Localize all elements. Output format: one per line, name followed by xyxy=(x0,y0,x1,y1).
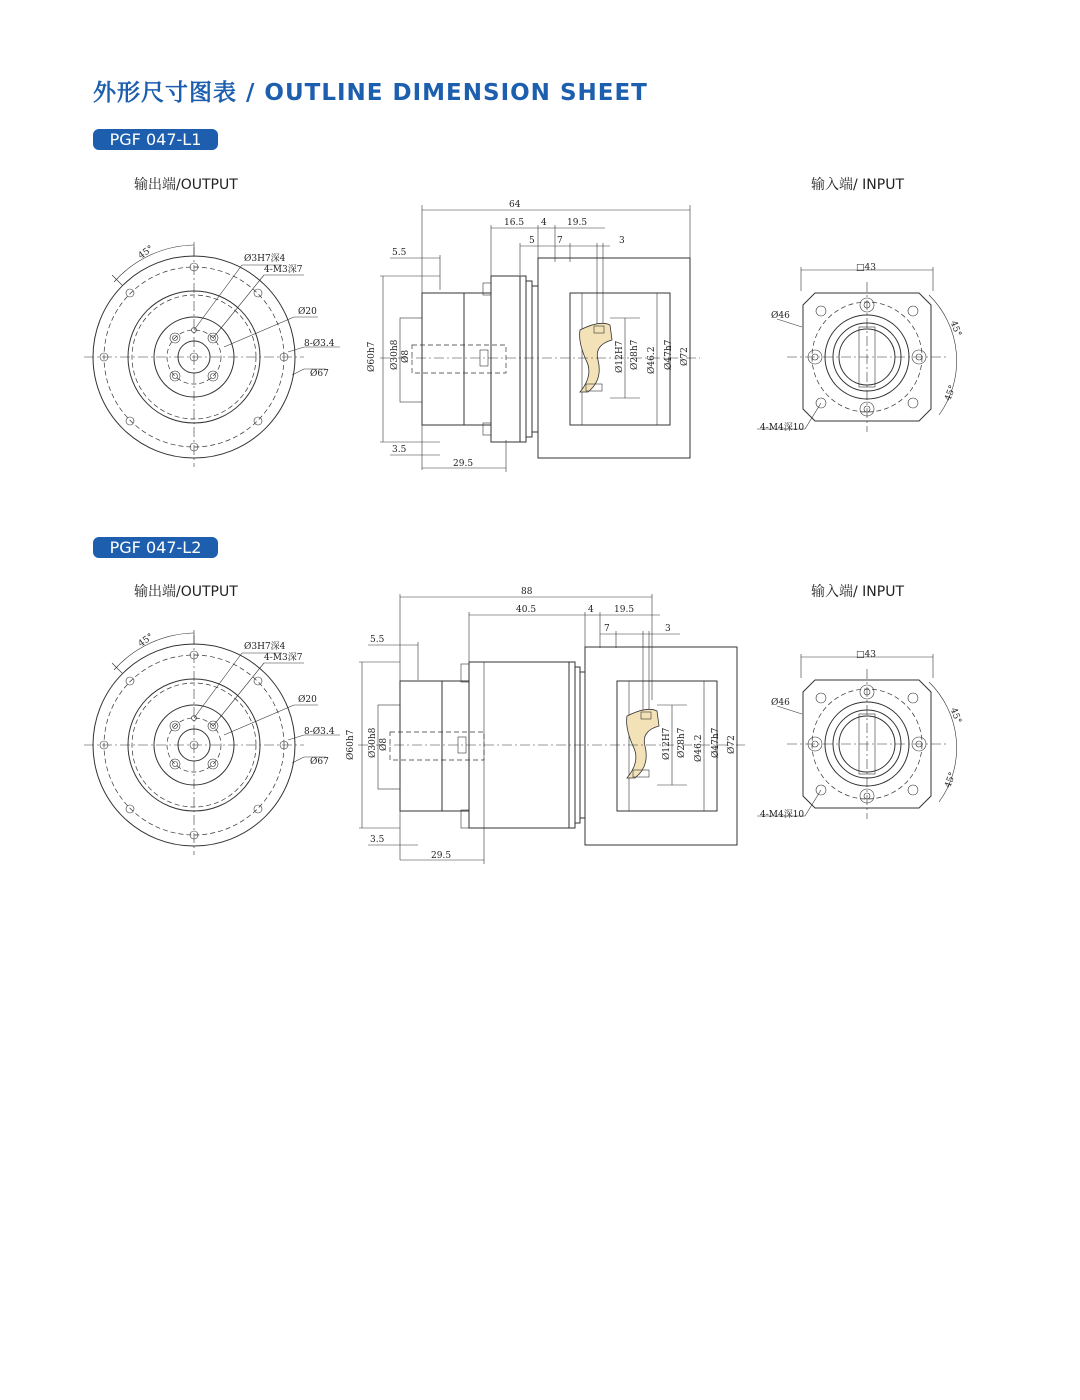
svg-text:7: 7 xyxy=(604,624,610,634)
svg-text:Ø67: Ø67 xyxy=(310,757,329,767)
svg-text:Ø12H7: Ø12H7 xyxy=(615,340,625,373)
svg-text:Ø46.2: Ø46.2 xyxy=(647,346,657,374)
svg-text:45°: 45° xyxy=(947,319,963,339)
svg-text:5.5: 5.5 xyxy=(370,635,385,645)
svg-text:Ø28h7: Ø28h7 xyxy=(630,339,640,370)
svg-text:45°: 45° xyxy=(136,632,156,650)
svg-text:3.5: 3.5 xyxy=(370,835,385,845)
svg-text:Ø46: Ø46 xyxy=(771,698,790,708)
svg-text:□43: □43 xyxy=(856,650,876,660)
svg-text:45°: 45° xyxy=(947,706,963,726)
svg-text:Ø47h7: Ø47h7 xyxy=(664,339,674,370)
svg-text:4-M4深10: 4-M4深10 xyxy=(760,810,805,820)
svg-text:29.5: 29.5 xyxy=(431,851,452,861)
svg-text:8-Ø3.4: 8-Ø3.4 xyxy=(304,727,335,737)
output-label-l1: 输出端/OUTPUT xyxy=(134,177,238,193)
svg-text:3.5: 3.5 xyxy=(392,445,407,455)
svg-text:Ø60h7: Ø60h7 xyxy=(367,341,377,372)
svg-text:40.5: 40.5 xyxy=(516,605,537,615)
svg-text:Ø30h8: Ø30h8 xyxy=(368,727,378,758)
dim-holes8: 8-Ø3.4 xyxy=(304,339,335,349)
svg-text:45°: 45° xyxy=(943,384,959,403)
dim-d20: Ø20 xyxy=(298,307,317,317)
svg-text:88: 88 xyxy=(521,587,533,597)
svg-text:Ø47h7: Ø47h7 xyxy=(711,727,721,758)
svg-text:Ø60h7: Ø60h7 xyxy=(346,729,356,760)
svg-text:Ø30h8: Ø30h8 xyxy=(390,339,400,370)
svg-text:4: 4 xyxy=(541,218,547,228)
svg-text:29.5: 29.5 xyxy=(453,459,474,469)
svg-text:□43: □43 xyxy=(856,263,876,273)
svg-text:5: 5 xyxy=(529,236,535,246)
svg-text:45°: 45° xyxy=(943,771,959,790)
model-badge-l2: PGF 047-L2 xyxy=(93,537,218,558)
svg-text:5.5: 5.5 xyxy=(392,248,407,258)
input-label-l2: 输入端/ INPUT xyxy=(811,584,905,600)
svg-text:Ø20: Ø20 xyxy=(298,695,317,705)
svg-text:Ø8: Ø8 xyxy=(379,737,389,751)
dim-angle: 45° xyxy=(136,244,156,262)
svg-text:Ø12H7: Ø12H7 xyxy=(662,727,672,760)
input-label-l1: 输入端/ INPUT xyxy=(811,177,905,193)
dim-d67: Ø67 xyxy=(310,369,329,379)
svg-text:64: 64 xyxy=(509,200,521,210)
dim-hole2: 4-M3深7 xyxy=(264,265,303,275)
svg-text:4-M4深10: 4-M4深10 xyxy=(760,423,805,433)
svg-text:3: 3 xyxy=(665,624,671,634)
svg-text:Ø28h7: Ø28h7 xyxy=(677,727,687,758)
svg-text:7: 7 xyxy=(557,236,563,246)
svg-text:3: 3 xyxy=(619,236,625,246)
output-label-l2: 输出端/OUTPUT xyxy=(134,584,238,600)
svg-text:4: 4 xyxy=(588,605,594,615)
svg-text:Ø8: Ø8 xyxy=(401,349,411,363)
svg-text:Ø72: Ø72 xyxy=(727,735,737,754)
page-title: 外形尺寸图表 / OUTLINE DIMENSION SHEET xyxy=(93,80,648,106)
svg-text:4-M3深7: 4-M3深7 xyxy=(264,653,303,663)
svg-text:Ø46.2: Ø46.2 xyxy=(694,734,704,762)
model-badge-l1: PGF 047-L1 xyxy=(93,129,218,150)
svg-text:Ø72: Ø72 xyxy=(680,347,690,366)
svg-text:16.5: 16.5 xyxy=(504,218,525,228)
svg-text:19.5: 19.5 xyxy=(567,218,588,228)
dim-hole1: Ø3H7深4 xyxy=(244,254,286,264)
svg-text:Ø3H7深4: Ø3H7深4 xyxy=(244,642,286,652)
svg-text:19.5: 19.5 xyxy=(614,605,635,615)
svg-text:Ø46: Ø46 xyxy=(771,311,790,321)
